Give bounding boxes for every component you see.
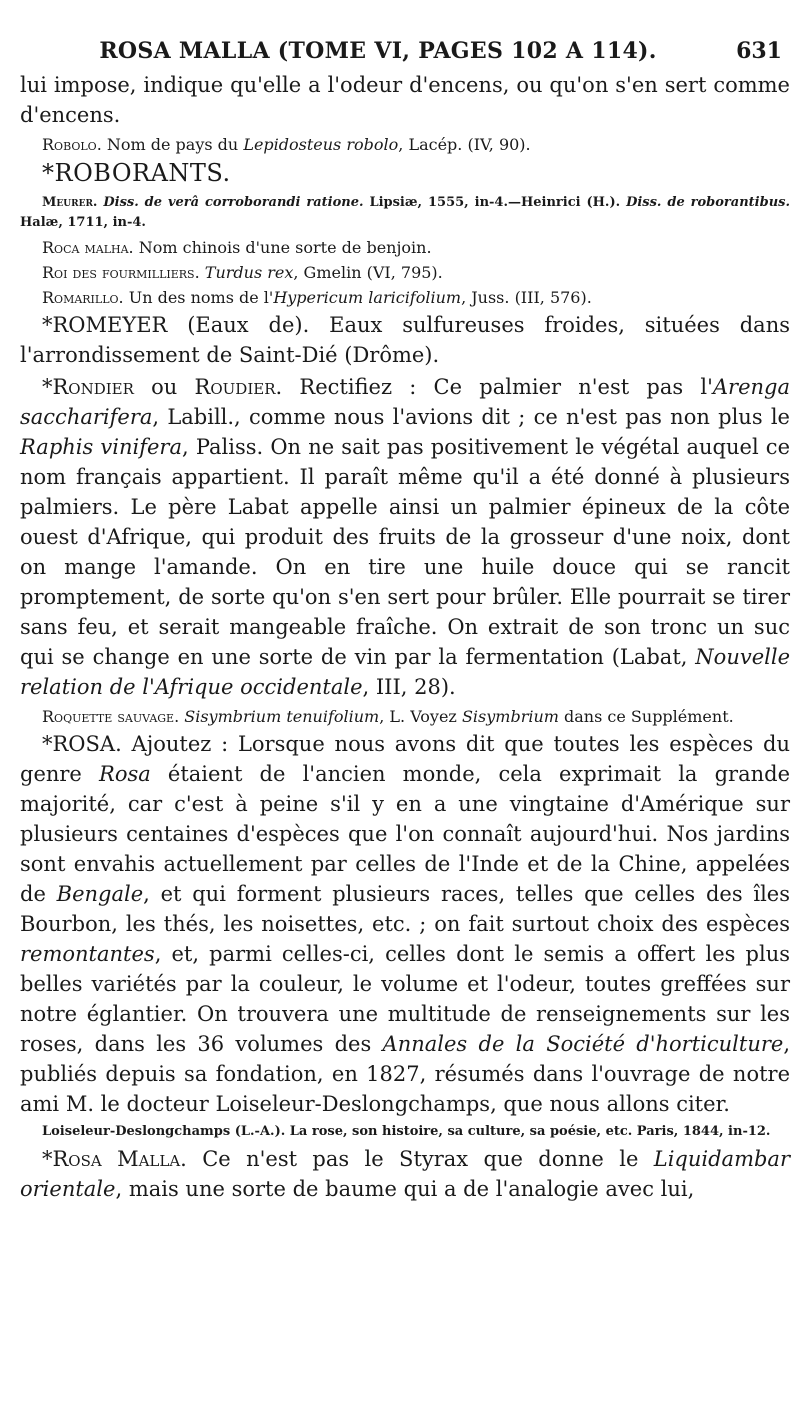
entry-marker: * xyxy=(42,375,53,399)
entry-headword: Roca malha. xyxy=(42,238,134,257)
entry-italic: Raphis vinifera xyxy=(20,435,182,459)
entry-italic: Sisymbrium tenuifolium xyxy=(184,707,380,726)
entry-italic: Liquidambar orientale xyxy=(20,1147,790,1201)
entry-text: , Paliss. On ne sait pas positivement le végétal auquel ce nom français appartient. Il paraît même qu'il a été donné à plusieurs palmiers. Le père Labat appelle ainsi un palmier épineux de la côte ouest d'Afrique, qui produit des fruits de la grosseur d'une noix, dont on mange l'amande. On en tire une huile douce qui se rancit promptement, de sorte qu'on s'en sert pour brûler. Elle pourrait se tirer sans feu, et serait mangeable fraîche. On extrait de son tronc un suc qui se change en une sorte de vin par la fermentation (Labat, xyxy=(20,435,790,669)
entry-rosa xyxy=(20,729,790,1119)
bib-text: Lipsiæ, 1555, in-4.—Heinrici (H.). xyxy=(363,195,627,210)
entry-headword: Roudier. xyxy=(194,375,283,399)
entry-italic: Nouvelle relation de l'Afrique occidentale xyxy=(20,645,790,699)
entry-italic: Lepidosteus robolo xyxy=(243,135,399,154)
entry-text: étaient de l'ancien monde, cela exprimait la grande majorité, car c'est à peine s'il y en a une vingtaine d'Amérique sur plusieurs centaines d'espèces que l'on connaît aujourd'hui. Nos jardins sont envahis actuellement par celles de l'Inde et de la Chine, appelées de xyxy=(20,762,790,906)
entry-headword: Roi des fourmilliers. xyxy=(42,263,200,282)
entry-italic: Annales de la Société d'horticulture xyxy=(382,1032,784,1056)
entry-text: , et qui forment plusieurs races, telles que celles des îles Bourbon, les thés, les noisettes, etc. ; on fait surtout choix des espèces xyxy=(20,882,791,936)
entry-text: Nom chinois d'une sorte de benjoin. xyxy=(133,238,432,257)
bib-text: Halæ, 1711, in-4. xyxy=(20,215,146,230)
entry-robolo xyxy=(20,134,790,155)
bib-author: Meurer. xyxy=(42,195,104,210)
entry-text: , Juss. (III, 576). xyxy=(461,288,592,307)
entry-text: , Labill., comme nous l'avions dit ; ce n'est pas non plus le xyxy=(152,405,790,429)
entry-text: , et, parmi celles-ci, celles dont le semis a offert les plus belles variétés par la couleur, le volume et l'odeur, toutes greffées sur notre églantier. On trouvera une multitude de renseignements sur les roses, dans les 36 volumes des xyxy=(20,942,790,1056)
bib-title: Diss. de verâ corroborandi ratione. xyxy=(103,195,364,210)
entry-text: , publiés depuis sa fondation, en 1827, résumés dans l'ouvrage de notre ami M. le docteur Loiseleur-Deslongchamps, que nous allons citer. xyxy=(20,1032,790,1116)
entry-italic: Hypericum laricifolium xyxy=(273,288,462,307)
entry-text: Rectifiez : Ce palmier n'est pas l' xyxy=(282,375,713,399)
entry-text: Nom de pays du xyxy=(101,135,244,154)
entry-marker: * xyxy=(42,1147,53,1171)
page-body xyxy=(20,70,790,1206)
entry-text: , L. Voyez xyxy=(379,707,462,726)
entry-italic: remontantes xyxy=(20,942,155,966)
bibliography-rosa: Loiseleur-Deslongchamps (L.-A.). La rose, son histoire, sa culture, sa poésie, etc. Paris, 1844, in-12. xyxy=(42,1124,771,1139)
entry-text: *ROSA. Ajoutez : Lorsque nous avons dit que toutes les espèces du genre xyxy=(20,732,790,786)
entry-italic: Sisymbrium xyxy=(461,707,559,726)
entry-roi-des-fourmilliers xyxy=(20,262,790,283)
entry-text: dans ce Supplément. xyxy=(558,707,734,726)
entry-italic: Rosa xyxy=(99,762,151,786)
entry-italic: Arenga saccharifera xyxy=(20,375,790,429)
bibliography-roborants xyxy=(20,193,790,233)
entry-text: ou xyxy=(133,375,195,399)
entry-text: , III, 28). xyxy=(362,675,456,699)
bib-title: Diss. de roborantibus. xyxy=(626,195,790,210)
entry-roca-malha xyxy=(20,237,790,258)
entry-romeyer: *ROMEYER (Eaux de). Eaux sulfureuses froides, situées dans l'arrondissement de Saint-Dié (Drôme). xyxy=(20,313,790,367)
entry-headword: Romarillo. xyxy=(42,288,124,307)
paragraph-text: lui impose, indique qu'elle a l'odeur d'encens, ou qu'on s'en sert comme d'encens. xyxy=(20,73,790,127)
entry-text: Un des noms de l' xyxy=(123,288,274,307)
entry-headword: Roquette sauvage. xyxy=(42,707,180,726)
entry-italic: Turdus rex xyxy=(204,263,294,282)
entry-headword: Rosa Malla. xyxy=(52,1147,187,1171)
entry-romarillo xyxy=(20,287,790,308)
entry-roquette-sauvage xyxy=(20,706,790,727)
running-header xyxy=(20,28,788,74)
entry-rondier xyxy=(20,372,790,702)
entry-headword: Robolo. xyxy=(42,135,102,154)
entry-heading-roborants: *ROBORANTS. xyxy=(42,159,231,187)
running-title: ROSA MALLA (TOME VI, PAGES 102 A 114). xyxy=(99,38,657,64)
entry-rosa-malla xyxy=(20,1144,790,1204)
paragraph-continuation xyxy=(20,70,790,130)
entry-italic: Bengale xyxy=(56,882,144,906)
entry-headword: Rondier xyxy=(52,375,134,399)
entry-text: Ce n'est pas le Styrax que donne le xyxy=(186,1147,654,1171)
entry-text: , Gmelin (VI, 795). xyxy=(293,263,443,282)
page-number: 631 xyxy=(736,38,782,64)
entry-text: , Lacép. (IV, 90). xyxy=(398,135,531,154)
entry-text: , mais une sorte de baume qui a de l'analogie avec lui, xyxy=(115,1177,695,1201)
